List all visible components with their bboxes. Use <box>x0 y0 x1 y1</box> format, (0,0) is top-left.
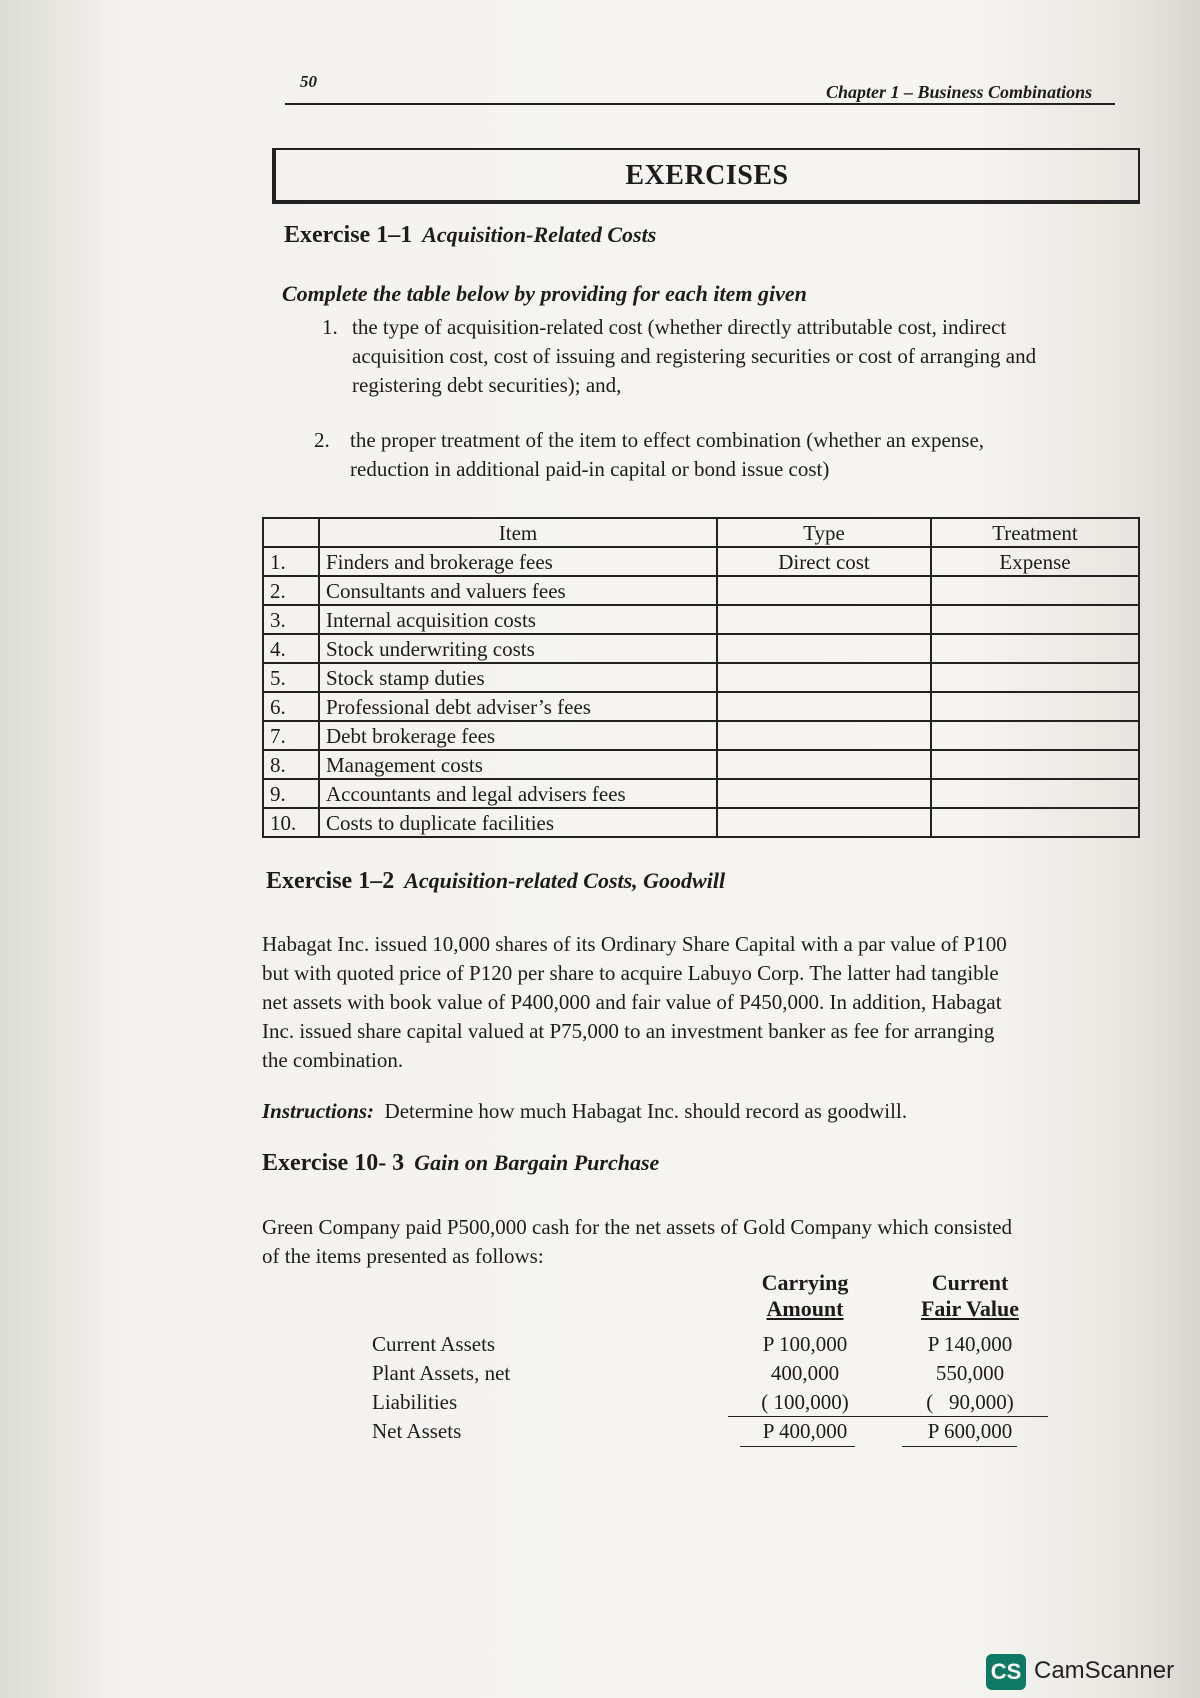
list-item <box>350 426 1140 484</box>
total-underline-fair <box>902 1446 1017 1447</box>
row-type <box>717 634 931 663</box>
exercise-1-2-instructions <box>262 1097 1130 1126</box>
row-treatment <box>931 750 1139 779</box>
chapter-title: Chapter 1 – Business Combinations <box>826 82 1093 102</box>
row-treatment <box>931 605 1139 634</box>
exercise-1-2-heading <box>266 868 725 895</box>
paragraph-line: Green Company paid P500,000 cash for the net assets of Gold Company which consisted <box>262 1215 1013 1239</box>
row-type <box>717 692 931 721</box>
row-type <box>717 808 931 837</box>
row-num: 1. <box>263 547 319 576</box>
row-type: Direct cost <box>717 547 931 576</box>
row-treatment <box>931 576 1139 605</box>
acquisition-costs-table <box>262 517 1140 838</box>
list-line: acquisition cost, cost of issuing and registering securities or cost of arranging and <box>352 344 1037 368</box>
row-num: 5. <box>263 663 319 692</box>
carrying-value: P 400,000 <box>762 1419 848 1443</box>
table-row <box>263 605 1139 634</box>
table-row <box>263 779 1139 808</box>
header-type: Type <box>717 518 931 547</box>
header-line: Amount <box>766 1296 844 1321</box>
paragraph-line: Inc. issued share capital valued at P75,000 to an investment banker as fee for arranging <box>262 1019 995 1043</box>
header-treatment: Treatment <box>931 518 1139 547</box>
row-treatment <box>931 808 1139 837</box>
paragraph-line: the combination. <box>262 1048 404 1072</box>
row-treatment <box>931 779 1139 808</box>
row-treatment <box>931 692 1139 721</box>
paragraph-line: but with quoted price of P120 per share to acquire Labuyo Corp. The latter had tangible <box>262 961 999 985</box>
header-num <box>263 518 319 547</box>
camscanner-logo: CS <box>986 1654 1026 1690</box>
list-line: the proper treatment of the item to effect combination (whether an expense, <box>350 428 985 452</box>
row-num: 6. <box>263 692 319 721</box>
exercise-number: Exercise 1–1 <box>284 222 413 248</box>
row-treatment <box>931 721 1139 750</box>
exercise-title: Acquisition-Related Costs <box>422 222 657 247</box>
exercise-1-1-instruction: Complete the table below by providing for each item given <box>282 281 807 306</box>
exercises-banner <box>272 148 1140 204</box>
list-line: registering debt securities); and, <box>352 373 622 397</box>
row-item: Stock stamp duties <box>319 663 717 692</box>
carrying-amount-header <box>740 1270 870 1322</box>
exercise-number: Exercise 1–2 <box>266 868 395 894</box>
header-rule <box>285 103 1115 105</box>
carrying-value: 400,000 <box>770 1361 840 1385</box>
row-type <box>717 750 931 779</box>
row-item: Debt brokerage fees <box>319 721 717 750</box>
row-item: Finders and brokerage fees <box>319 547 717 576</box>
row-treatment <box>931 663 1139 692</box>
exercise-title: Gain on Bargain Purchase <box>414 1150 660 1175</box>
table-row <box>263 663 1139 692</box>
table-row <box>263 576 1139 605</box>
instructions-label: Instructions: <box>262 1099 375 1123</box>
row-item: Consultants and valuers fees <box>319 576 717 605</box>
row-item: Professional debt adviser’s fees <box>319 692 717 721</box>
table-row <box>263 634 1139 663</box>
instructions-text: Determine how much Habagat Inc. should record as goodwill. <box>384 1099 908 1123</box>
row-type <box>717 576 931 605</box>
paragraph-line: Habagat Inc. issued 10,000 shares of its Ordinary Share Capital with a par value of P100 <box>262 932 1007 956</box>
paragraph-line: net assets with book value of P400,000 and fair value of P450,000. In addition, Habagat <box>262 990 1002 1014</box>
exercise-number: Exercise 10- 3 <box>262 1150 405 1176</box>
page-number: 50 <box>300 72 317 91</box>
header-item: Item <box>319 518 717 547</box>
list-line: the type of acquisition-related cost (whether directly attributable cost, indirect <box>352 315 1007 339</box>
total-underline-carrying <box>740 1446 855 1447</box>
list-line: reduction in additional paid-in capital or bond issue cost) <box>350 457 830 481</box>
row-treatment: Expense <box>931 547 1139 576</box>
row-label: Plant Assets, net <box>372 1361 511 1385</box>
row-num: 4. <box>263 634 319 663</box>
row-type <box>717 605 931 634</box>
exercise-title: Acquisition-related Costs, Goodwill <box>404 868 726 893</box>
carrying-value: P 100,000 <box>762 1332 848 1356</box>
header-line: Carrying <box>761 1270 849 1295</box>
row-label: Net Assets <box>372 1419 462 1443</box>
exercise-1-1-heading <box>284 222 656 249</box>
table-header-row <box>263 518 1139 547</box>
carrying-value: ( 100,000) <box>761 1390 849 1414</box>
exercise-1-2-paragraph <box>262 930 1130 1075</box>
row-item: Accountants and legal advisers fees <box>319 779 717 808</box>
row-item: Costs to duplicate facilities <box>319 808 717 837</box>
table-row <box>263 808 1139 837</box>
row-item: Management costs <box>319 750 717 779</box>
row-num: 7. <box>263 721 319 750</box>
fair-value: ( 90,000) <box>926 1390 1014 1414</box>
row-label: Liabilities <box>372 1390 458 1414</box>
banner-title: EXERCISES <box>625 160 789 191</box>
list-item <box>352 313 1142 400</box>
camscanner-name: CamScanner <box>1034 1657 1175 1684</box>
fair-value-header <box>900 1270 1040 1322</box>
header-line: Current <box>931 1270 1009 1295</box>
fair-value: 550,000 <box>935 1361 1005 1385</box>
subtotal-rule <box>728 1416 1048 1417</box>
list-number: 2. <box>314 428 330 452</box>
row-num: 2. <box>263 576 319 605</box>
table-row <box>263 547 1139 576</box>
table-row <box>263 750 1139 779</box>
row-num: 3. <box>263 605 319 634</box>
fair-value: P 600,000 <box>927 1419 1013 1443</box>
table-row <box>263 721 1139 750</box>
row-type <box>717 663 931 692</box>
table-row <box>263 692 1139 721</box>
row-item: Internal acquisition costs <box>319 605 717 634</box>
header-line: Fair Value <box>920 1296 1019 1321</box>
exercise-10-3-heading <box>262 1150 659 1177</box>
row-label: Current Assets <box>372 1332 496 1356</box>
row-num: 10. <box>263 808 319 837</box>
row-treatment <box>931 634 1139 663</box>
row-num: 8. <box>263 750 319 779</box>
list-number: 1. <box>322 315 338 339</box>
row-item: Stock underwriting costs <box>319 634 717 663</box>
exercise-10-3-paragraph <box>262 1213 1130 1271</box>
paragraph-line: of the items presented as follows: <box>262 1244 544 1268</box>
fair-value: P 140,000 <box>927 1332 1013 1356</box>
row-num: 9. <box>263 779 319 808</box>
row-type <box>717 779 931 808</box>
row-type <box>717 721 931 750</box>
